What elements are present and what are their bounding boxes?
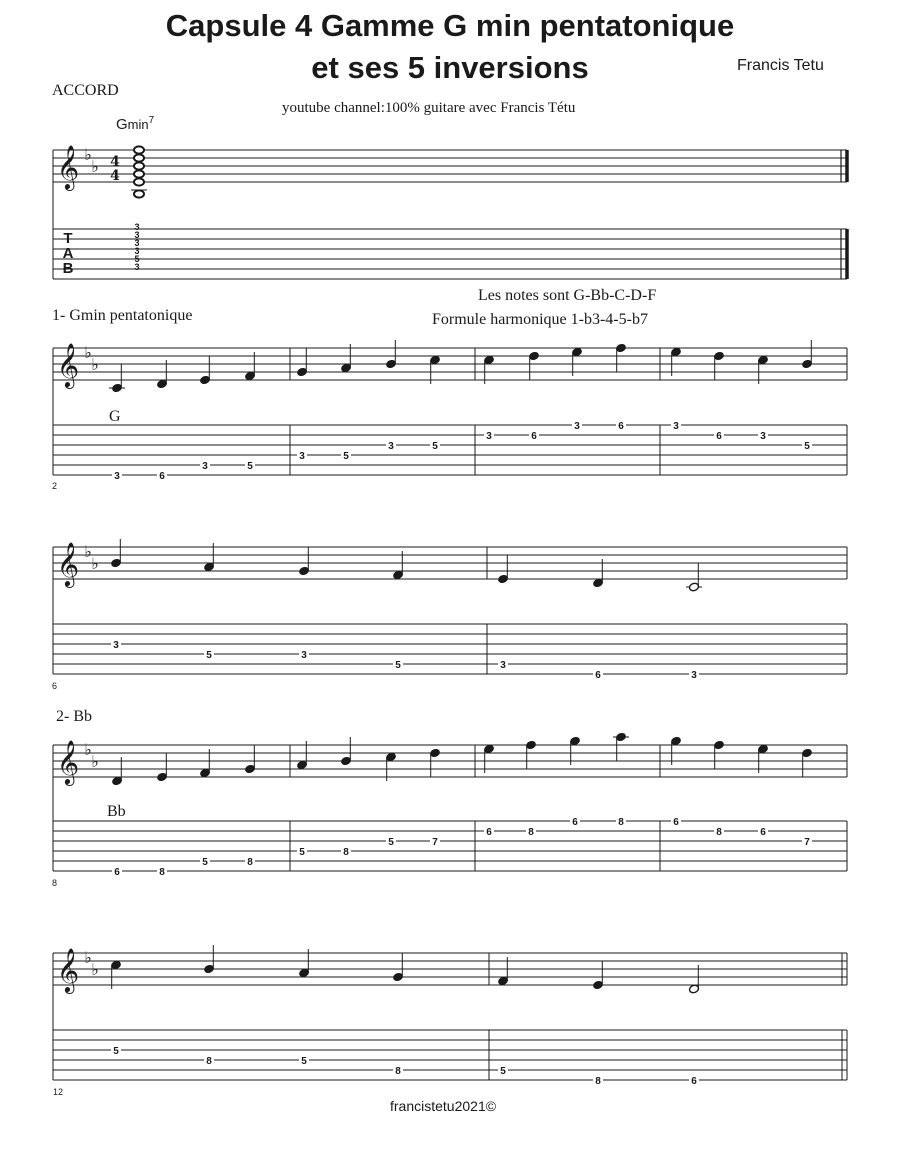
chord-note-head [134, 190, 144, 197]
key-signature-flat-icon: ♭ [91, 554, 99, 573]
key-signature-flat-icon: ♭ [91, 960, 99, 979]
tab-fret-number: 5 [202, 857, 208, 868]
tab-fret-number: 5 [500, 1066, 506, 1077]
tab-fret-number: 5 [113, 1046, 119, 1057]
chord-note-head [134, 170, 144, 177]
tab-fret-number: 5 [388, 837, 394, 848]
tab-fret-number: 8 [247, 857, 253, 868]
notes-description: Les notes sont G-Bb-C-D-F [478, 287, 657, 304]
tab-fret-number: 6 [673, 817, 679, 828]
youtube-subtitle: youtube channel:100% guitare avec Francis Tétu [282, 100, 576, 116]
chord-quality: min [127, 117, 149, 132]
tab-fret-number: 8 [595, 1076, 601, 1087]
tab-fret-number: 8 [528, 827, 534, 838]
key-signature-flat-icon: ♭ [84, 343, 92, 362]
chord-tab-number: 3 [134, 246, 140, 256]
time-signature-bottom: 4 [110, 168, 120, 184]
section2-chord-label: Bb [107, 803, 126, 820]
chord-tab-number: 3 [134, 230, 140, 240]
measure-number-12: 12 [53, 1087, 64, 1097]
tab-fret-number: 3 [301, 650, 307, 661]
page-title-line1: Capsule 4 Gamme G min pentatonique [165, 8, 735, 43]
section1-title: 1- Gmin pentatonique [52, 307, 193, 324]
tab-fret-number: 6 [159, 471, 165, 482]
tab-fret-number: 3 [574, 421, 580, 432]
time-signature-top: 4 [110, 154, 120, 170]
chord-extension: 7 [148, 115, 155, 126]
tab-fret-number: 5 [343, 451, 349, 462]
tab-fret-number: 8 [343, 847, 349, 858]
tab-fret-number: 3 [388, 441, 394, 452]
treble-clef-icon: 𝄞 [56, 145, 80, 189]
section2-title: 2- Bb [56, 708, 92, 725]
tab-fret-number: 6 [595, 670, 601, 681]
key-signature-flat-icon: ♭ [91, 355, 99, 374]
tab-clef-t: T [63, 230, 73, 247]
tab-fret-number: 8 [159, 867, 165, 878]
author-name: Francis Tetu [737, 57, 824, 74]
chord-tab-number: 3 [134, 238, 140, 248]
section1-chord-label: G [109, 408, 121, 425]
tab-fret-number: 6 [716, 431, 722, 442]
measure-number-2: 2 [52, 481, 58, 491]
chord-root: G [116, 116, 128, 133]
page-title-line2: et ses 5 inversions [311, 50, 589, 85]
tab-clef-b: B [62, 260, 74, 277]
tab-fret-number: 3 [113, 640, 119, 651]
tab-fret-number: 6 [760, 827, 766, 838]
key-signature-flat-icon: ♭ [84, 948, 92, 967]
tab-fret-number: 6 [691, 1076, 697, 1087]
tab-fret-number: 3 [486, 431, 492, 442]
key-signature-flat-icon: ♭ [84, 145, 92, 164]
treble-clef-icon: 𝄞 [56, 948, 80, 992]
tab-fret-number: 5 [301, 1056, 307, 1067]
key-signature-flat-icon: ♭ [84, 542, 92, 561]
treble-clef-icon: 𝄞 [56, 343, 80, 387]
tab-fret-number: 6 [114, 867, 120, 878]
tab-fret-number: 5 [395, 660, 401, 671]
tab-fret-number: 3 [760, 431, 766, 442]
tab-clef-a: A [62, 245, 74, 262]
tab-fret-number: 5 [432, 441, 438, 452]
tab-fret-number: 5 [804, 441, 810, 452]
formula-description: Formule harmonique 1-b3-4-5-b7 [432, 311, 648, 328]
tab-fret-number: 3 [202, 461, 208, 472]
accord-label: ACCORD [52, 82, 119, 99]
tab-fret-number: 8 [395, 1066, 401, 1077]
chord-note-head [134, 178, 144, 185]
tab-fret-number: 7 [432, 837, 438, 848]
tab-fret-number: 3 [673, 421, 679, 432]
key-signature-flat-icon: ♭ [91, 157, 99, 176]
key-signature-flat-icon: ♭ [91, 752, 99, 771]
chord-note-head [134, 162, 144, 169]
tab-fret-number: 8 [716, 827, 722, 838]
chord-tab-number: 3 [134, 262, 140, 272]
chord-tab-number: 3 [134, 222, 140, 232]
key-signature-flat-icon: ♭ [84, 740, 92, 759]
tab-fret-number: 3 [691, 670, 697, 681]
treble-clef-icon: 𝄞 [56, 740, 80, 784]
measure-number-8: 8 [52, 878, 58, 888]
chord-note-head [134, 146, 144, 153]
tab-fret-number: 3 [299, 451, 305, 462]
footer-copyright: francistetu2021© [390, 1098, 497, 1114]
tab-fret-number: 6 [531, 431, 537, 442]
measure-number-6: 6 [52, 681, 58, 691]
tab-fret-number: 3 [114, 471, 120, 482]
tab-fret-number: 7 [804, 837, 810, 848]
tab-fret-number: 6 [572, 817, 578, 828]
tab-fret-number: 6 [618, 421, 624, 432]
tab-fret-number: 5 [206, 650, 212, 661]
tab-fret-number: 8 [206, 1056, 212, 1067]
chord-tab-number: 5 [134, 254, 140, 264]
chord-note-head [134, 154, 144, 161]
treble-clef-icon: 𝄞 [56, 542, 80, 586]
tab-fret-number: 8 [618, 817, 624, 828]
tab-fret-number: 6 [486, 827, 492, 838]
tab-fret-number: 5 [247, 461, 253, 472]
tab-fret-number: 5 [299, 847, 305, 858]
tab-fret-number: 3 [500, 660, 506, 671]
